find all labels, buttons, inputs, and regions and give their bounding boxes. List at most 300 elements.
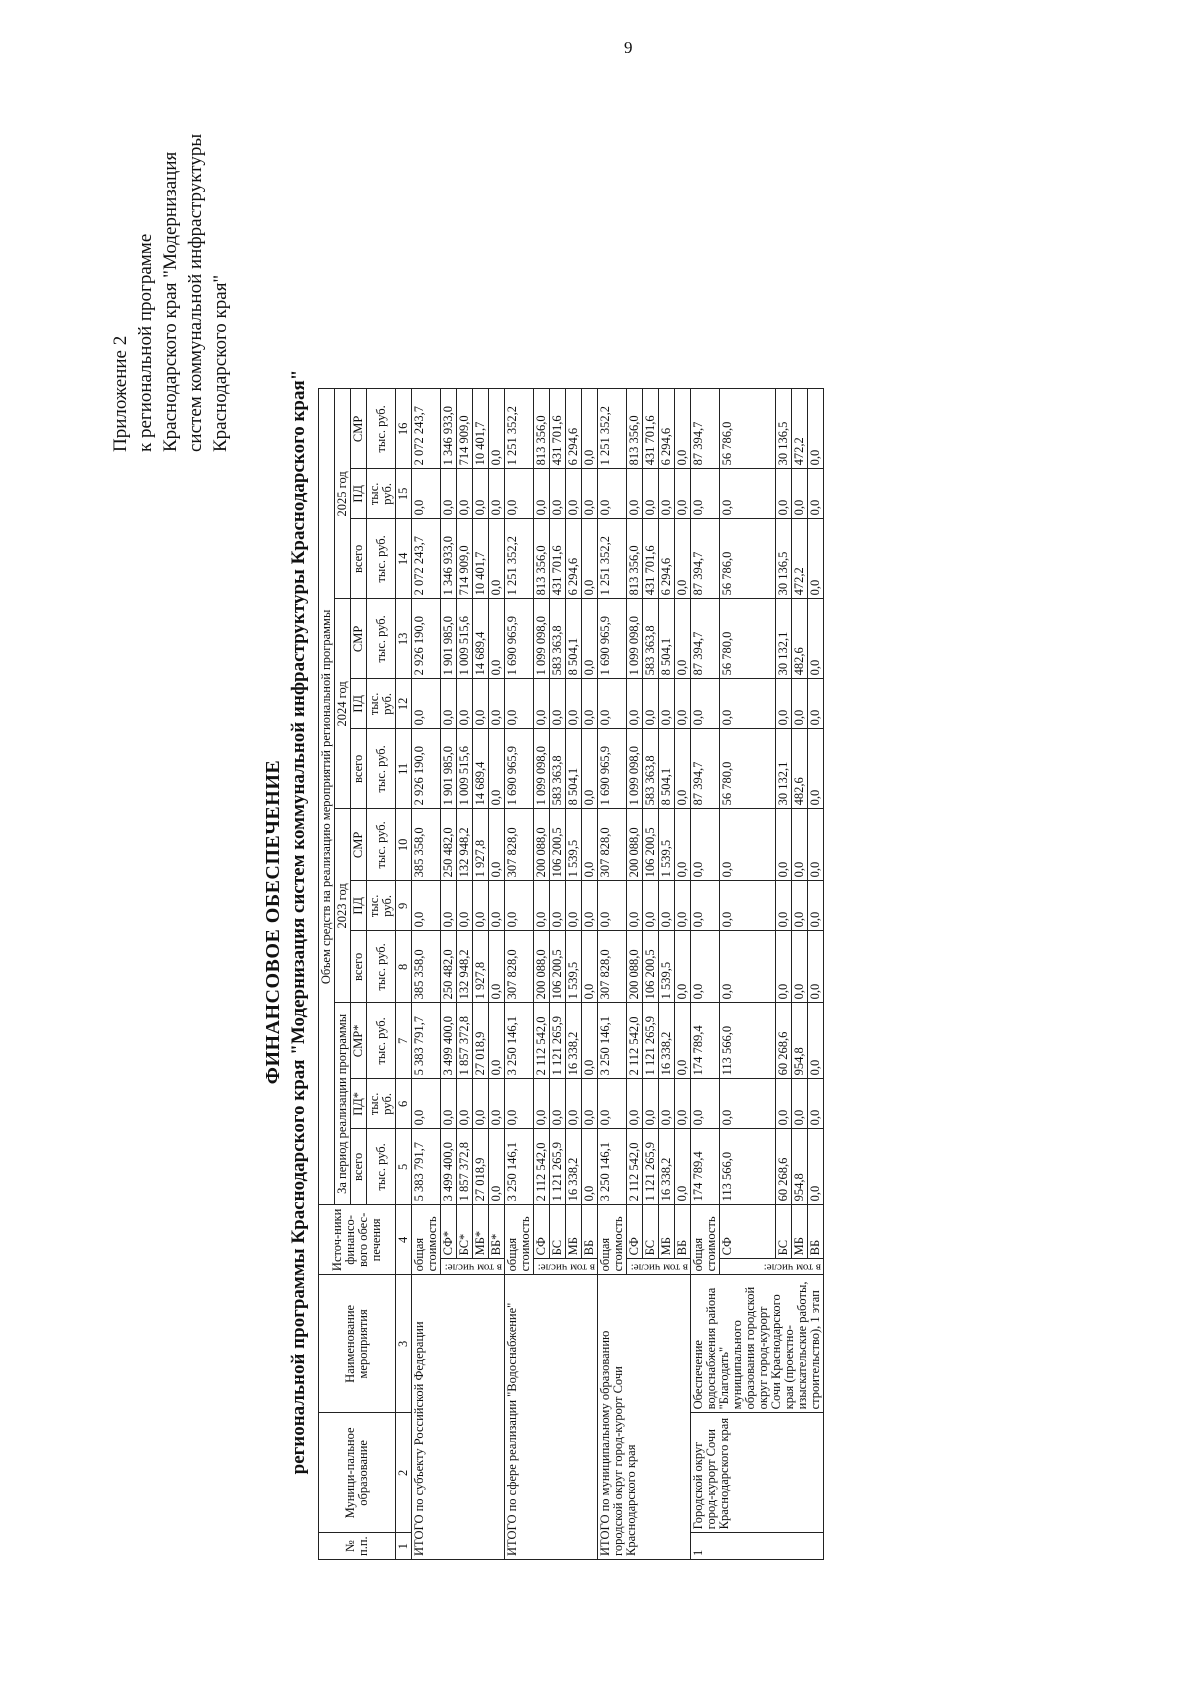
value-cell: 2 926 190,0 bbox=[412, 599, 441, 679]
value-cell: 0,0 bbox=[489, 469, 505, 519]
value-cell: 3 499 400,0 bbox=[441, 1129, 457, 1205]
value-cell: 6 294,6 bbox=[659, 519, 675, 599]
value-cell: 0,0 bbox=[550, 679, 566, 729]
header-year-2024: 2024 год bbox=[335, 599, 351, 809]
incl-label: в том числе: bbox=[720, 1259, 824, 1275]
value-cell: 8 504,1 bbox=[659, 729, 675, 809]
value-cell: 0,0 bbox=[691, 931, 720, 1003]
source-cell: СФ bbox=[534, 1205, 550, 1259]
value-cell: 0,0 bbox=[808, 1079, 824, 1129]
source-cell: МБ bbox=[566, 1205, 582, 1259]
header-source: Источ-ники финансо-вого обес-печения bbox=[319, 1205, 396, 1275]
source-cell: БС* bbox=[457, 1205, 473, 1259]
value-cell: 132 948,2 bbox=[457, 931, 473, 1003]
value-cell: 16 338,2 bbox=[659, 1003, 675, 1079]
value-cell: 0,0 bbox=[412, 1079, 441, 1129]
value-cell: 8 504,1 bbox=[566, 729, 582, 809]
col-number: 1 bbox=[396, 1533, 412, 1560]
value-cell: 1 346 933,0 bbox=[441, 389, 457, 469]
value-cell: 0,0 bbox=[659, 679, 675, 729]
value-cell: 1 927,8 bbox=[473, 809, 489, 881]
value-cell: 5 383 791,7 bbox=[412, 1129, 441, 1205]
source-cell: МБ* bbox=[473, 1205, 489, 1259]
value-cell: 1 121 265,9 bbox=[643, 1129, 659, 1205]
value-cell: 0,0 bbox=[441, 469, 457, 519]
document-title: ФИНАНСОВОЕ ОБЕСПЕЧЕНИЕ bbox=[262, 759, 284, 1085]
value-cell: 0,0 bbox=[473, 679, 489, 729]
source-cell: СФ* bbox=[441, 1205, 457, 1259]
value-cell: 0,0 bbox=[457, 679, 473, 729]
header-unit: тыс. руб. bbox=[367, 1003, 396, 1079]
value-cell: 200 088,0 bbox=[534, 809, 550, 881]
value-cell: 0,0 bbox=[808, 809, 824, 881]
header-subcol: СМР bbox=[351, 389, 367, 469]
value-cell: 714 909,0 bbox=[457, 389, 473, 469]
value-cell: 0,0 bbox=[534, 469, 550, 519]
value-cell: 0,0 bbox=[457, 469, 473, 519]
incl-label: в том числе: bbox=[534, 1259, 598, 1275]
source-cell: СФ bbox=[720, 1205, 776, 1259]
value-cell: 0,0 bbox=[582, 729, 598, 809]
value-cell: 0,0 bbox=[566, 881, 582, 931]
value-cell: 0,0 bbox=[627, 1079, 643, 1129]
value-cell: 813 356,0 bbox=[534, 519, 550, 599]
incl-label: в том числе: bbox=[441, 1259, 505, 1275]
value-cell: 0,0 bbox=[675, 599, 691, 679]
value-cell: 0,0 bbox=[582, 1079, 598, 1129]
value-cell: 0,0 bbox=[792, 809, 808, 881]
value-cell: 0,0 bbox=[489, 729, 505, 809]
table-body bbox=[412, 389, 824, 1560]
header-unit: тыс. руб. bbox=[367, 389, 396, 469]
value-cell: 0,0 bbox=[489, 1079, 505, 1129]
source-cell: общая стоимость bbox=[505, 1205, 534, 1275]
value-cell: 3 250 146,1 bbox=[598, 1003, 627, 1079]
value-cell: 0,0 bbox=[582, 519, 598, 599]
value-cell: 431 701,6 bbox=[643, 519, 659, 599]
col-number: 15 bbox=[396, 469, 412, 519]
value-cell: 6 294,6 bbox=[659, 389, 675, 469]
value-cell: 1 901 985,0 bbox=[441, 599, 457, 679]
appendix-line: Краснодарского края "Модернизация bbox=[160, 151, 181, 452]
header-unit: тыс. руб. bbox=[367, 679, 396, 729]
table-header bbox=[319, 389, 412, 1560]
value-cell: 431 701,6 bbox=[550, 519, 566, 599]
header-year-2023: 2023 год bbox=[335, 809, 351, 1003]
value-cell: 0,0 bbox=[808, 469, 824, 519]
value-cell: 0,0 bbox=[691, 469, 720, 519]
page-number: 9 bbox=[624, 38, 633, 57]
value-cell: 714 909,0 bbox=[457, 519, 473, 599]
header-unit: тыс. руб. bbox=[367, 729, 396, 809]
header-subcol: всего bbox=[351, 729, 367, 809]
value-cell: 0,0 bbox=[675, 469, 691, 519]
incl-label: в том числе: bbox=[627, 1259, 691, 1275]
value-cell: 0,0 bbox=[473, 881, 489, 931]
value-cell: 0,0 bbox=[808, 389, 824, 469]
col-number: 7 bbox=[396, 1003, 412, 1079]
value-cell: 0,0 bbox=[776, 469, 792, 519]
value-cell: 0,0 bbox=[659, 881, 675, 931]
value-cell: 1 857 372,8 bbox=[457, 1129, 473, 1205]
item-event: Обеспечение водоснабжения района "Благодать" муниципального образования городской округ город-курорт Сочи Краснодарского края (проектно-изыскательские работы, строительство), 1 этап bbox=[691, 1275, 824, 1413]
value-cell: 0,0 bbox=[505, 469, 534, 519]
col-number: 4 bbox=[396, 1205, 412, 1275]
value-cell: 0,0 bbox=[720, 469, 776, 519]
table-row bbox=[412, 389, 441, 1560]
value-cell: 0,0 bbox=[582, 931, 598, 1003]
source-cell: ВБ bbox=[808, 1205, 824, 1259]
value-cell: 0,0 bbox=[489, 881, 505, 931]
value-cell: 2 072 243,7 bbox=[412, 519, 441, 599]
value-cell: 30 132,1 bbox=[776, 729, 792, 809]
value-cell: 385 358,0 bbox=[412, 931, 441, 1003]
value-cell: 87 394,7 bbox=[691, 599, 720, 679]
value-cell: 0,0 bbox=[457, 881, 473, 931]
financing-table bbox=[318, 388, 824, 1560]
value-cell: 0,0 bbox=[489, 1129, 505, 1205]
source-cell: ВБ bbox=[675, 1205, 691, 1259]
value-cell: 0,0 bbox=[720, 809, 776, 881]
value-cell: 0,0 bbox=[675, 729, 691, 809]
value-cell: 0,0 bbox=[473, 469, 489, 519]
value-cell: 1 251 352,2 bbox=[505, 519, 534, 599]
value-cell: 0,0 bbox=[675, 931, 691, 1003]
value-cell: 0,0 bbox=[659, 469, 675, 519]
value-cell: 0,0 bbox=[808, 1129, 824, 1205]
value-cell: 2 112 542,0 bbox=[534, 1003, 550, 1079]
value-cell: 307 828,0 bbox=[505, 809, 534, 881]
source-cell: общая стоимость bbox=[598, 1205, 627, 1275]
value-cell: 472,2 bbox=[792, 519, 808, 599]
value-cell: 0,0 bbox=[691, 881, 720, 931]
appendix-line: к региональной программе bbox=[135, 233, 156, 452]
table-row bbox=[598, 389, 627, 1560]
value-cell: 87 394,7 bbox=[691, 519, 720, 599]
header-unit: тыс. руб. bbox=[367, 1129, 396, 1205]
source-cell: ВБ* bbox=[489, 1205, 505, 1259]
value-cell: 30 136,5 bbox=[776, 389, 792, 469]
value-cell: 0,0 bbox=[675, 809, 691, 881]
value-cell: 1 539,5 bbox=[659, 809, 675, 881]
value-cell: 250 482,0 bbox=[441, 809, 457, 881]
value-cell: 0,0 bbox=[534, 1079, 550, 1129]
block-label: ИТОГО по субъекту Российской Федерации bbox=[412, 1275, 505, 1560]
value-cell: 1 539,5 bbox=[659, 931, 675, 1003]
value-cell: 0,0 bbox=[566, 1079, 582, 1129]
col-number: 5 bbox=[396, 1129, 412, 1205]
value-cell: 0,0 bbox=[776, 809, 792, 881]
value-cell: 0,0 bbox=[412, 469, 441, 519]
block-label: ИТОГО по сфере реализации "Водоснабжение" bbox=[505, 1275, 598, 1560]
value-cell: 14 689,4 bbox=[473, 729, 489, 809]
value-cell: 583 363,8 bbox=[550, 599, 566, 679]
value-cell: 56 786,0 bbox=[720, 389, 776, 469]
value-cell: 0,0 bbox=[489, 931, 505, 1003]
value-cell: 0,0 bbox=[643, 1079, 659, 1129]
value-cell: 0,0 bbox=[582, 469, 598, 519]
value-cell: 0,0 bbox=[627, 679, 643, 729]
value-cell: 0,0 bbox=[643, 679, 659, 729]
value-cell: 0,0 bbox=[582, 679, 598, 729]
value-cell: 174 789,4 bbox=[691, 1003, 720, 1079]
value-cell: 132 948,2 bbox=[457, 809, 473, 881]
value-cell: 1 099 098,0 bbox=[627, 599, 643, 679]
value-cell: 0,0 bbox=[582, 1003, 598, 1079]
col-number: 10 bbox=[396, 809, 412, 881]
value-cell: 1 690 965,9 bbox=[505, 729, 534, 809]
value-cell: 0,0 bbox=[582, 881, 598, 931]
value-cell: 0,0 bbox=[720, 679, 776, 729]
header-num: № п.п. bbox=[319, 1533, 396, 1560]
col-number: 16 bbox=[396, 389, 412, 469]
header-subcol: ПД* bbox=[351, 1079, 367, 1129]
col-number: 14 bbox=[396, 519, 412, 599]
value-cell: 0,0 bbox=[412, 679, 441, 729]
value-cell: 0,0 bbox=[776, 881, 792, 931]
value-cell: 0,0 bbox=[659, 1079, 675, 1129]
header-unit: тыс. руб. bbox=[367, 931, 396, 1003]
value-cell: 0,0 bbox=[489, 519, 505, 599]
value-cell: 1 539,5 bbox=[566, 931, 582, 1003]
value-cell: 583 363,8 bbox=[643, 729, 659, 809]
value-cell: 1 690 965,9 bbox=[598, 599, 627, 679]
col-number: 6 bbox=[396, 1079, 412, 1129]
value-cell: 1 539,5 bbox=[566, 809, 582, 881]
value-cell: 0,0 bbox=[776, 679, 792, 729]
value-cell: 1 251 352,2 bbox=[598, 389, 627, 469]
source-cell: МБ bbox=[659, 1205, 675, 1259]
value-cell: 10 401,7 bbox=[473, 389, 489, 469]
header-event: Наименование мероприятия bbox=[319, 1275, 396, 1413]
value-cell: 3 250 146,1 bbox=[505, 1129, 534, 1205]
value-cell: 1 099 098,0 bbox=[627, 729, 643, 809]
value-cell: 0,0 bbox=[550, 469, 566, 519]
value-cell: 1 099 098,0 bbox=[534, 599, 550, 679]
value-cell: 16 338,2 bbox=[659, 1129, 675, 1205]
value-cell: 2 112 542,0 bbox=[627, 1003, 643, 1079]
value-cell: 482,6 bbox=[792, 729, 808, 809]
value-cell: 0,0 bbox=[582, 599, 598, 679]
value-cell: 60 268,6 bbox=[776, 1129, 792, 1205]
col-number: 13 bbox=[396, 599, 412, 679]
value-cell: 0,0 bbox=[489, 389, 505, 469]
source-cell: общая стоимость bbox=[691, 1205, 720, 1275]
value-cell: 16 338,2 bbox=[566, 1129, 582, 1205]
value-cell: 0,0 bbox=[792, 1079, 808, 1129]
value-cell: 0,0 bbox=[643, 469, 659, 519]
value-cell: 87 394,7 bbox=[691, 729, 720, 809]
value-cell: 1 901 985,0 bbox=[441, 729, 457, 809]
source-cell: БС bbox=[776, 1205, 792, 1259]
value-cell: 106 200,5 bbox=[550, 809, 566, 881]
value-cell: 0,0 bbox=[627, 469, 643, 519]
source-cell: ВБ bbox=[582, 1205, 598, 1259]
source-cell: СФ bbox=[627, 1205, 643, 1259]
value-cell: 0,0 bbox=[808, 679, 824, 729]
header-subcol: ПД bbox=[351, 679, 367, 729]
value-cell: 0,0 bbox=[598, 469, 627, 519]
value-cell: 0,0 bbox=[675, 881, 691, 931]
header-municipality: Муници-пальное образование bbox=[319, 1413, 396, 1533]
value-cell: 14 689,4 bbox=[473, 599, 489, 679]
value-cell: 0,0 bbox=[441, 679, 457, 729]
block-label: ИТОГО по муниципальному образованию городской округ город-курорт Сочи Краснодарского края bbox=[598, 1275, 691, 1560]
value-cell: 200 088,0 bbox=[534, 931, 550, 1003]
header-year-2025: 2025 год bbox=[335, 389, 351, 599]
value-cell: 813 356,0 bbox=[534, 389, 550, 469]
value-cell: 113 566,0 bbox=[720, 1003, 776, 1079]
item-number: 1 bbox=[691, 1533, 824, 1560]
value-cell: 113 566,0 bbox=[720, 1129, 776, 1205]
source-cell: общая стоимость bbox=[412, 1205, 441, 1275]
value-cell: 1 099 098,0 bbox=[534, 729, 550, 809]
value-cell: 56 780,0 bbox=[720, 599, 776, 679]
header-subcol: всего bbox=[351, 931, 367, 1003]
value-cell: 56 780,0 bbox=[720, 729, 776, 809]
value-cell: 27 018,9 bbox=[473, 1129, 489, 1205]
value-cell: 0,0 bbox=[720, 931, 776, 1003]
col-number: 9 bbox=[396, 881, 412, 931]
value-cell: 5 383 791,7 bbox=[412, 1003, 441, 1079]
value-cell: 0,0 bbox=[808, 881, 824, 931]
header-unit: тыс. руб. bbox=[367, 469, 396, 519]
value-cell: 16 338,2 bbox=[566, 1003, 582, 1079]
value-cell: 0,0 bbox=[489, 679, 505, 729]
value-cell: 1 121 265,9 bbox=[550, 1129, 566, 1205]
value-cell: 8 504,1 bbox=[566, 599, 582, 679]
value-cell: 0,0 bbox=[505, 679, 534, 729]
header-subcol: СМР bbox=[351, 599, 367, 679]
value-cell: 0,0 bbox=[457, 1079, 473, 1129]
value-cell: 0,0 bbox=[776, 1079, 792, 1129]
value-cell: 30 136,5 bbox=[776, 519, 792, 599]
value-cell: 431 701,6 bbox=[643, 389, 659, 469]
value-cell: 0,0 bbox=[808, 599, 824, 679]
value-cell: 0,0 bbox=[675, 679, 691, 729]
value-cell: 0,0 bbox=[566, 469, 582, 519]
value-cell: 0,0 bbox=[412, 881, 441, 931]
value-cell: 0,0 bbox=[792, 931, 808, 1003]
value-cell: 2 112 542,0 bbox=[534, 1129, 550, 1205]
value-cell: 482,6 bbox=[792, 599, 808, 679]
value-cell: 1 690 965,9 bbox=[598, 729, 627, 809]
value-cell: 8 504,1 bbox=[659, 599, 675, 679]
value-cell: 0,0 bbox=[691, 1079, 720, 1129]
value-cell: 0,0 bbox=[675, 519, 691, 599]
value-cell: 385 358,0 bbox=[412, 809, 441, 881]
value-cell: 0,0 bbox=[441, 881, 457, 931]
col-number: 3 bbox=[396, 1275, 412, 1413]
value-cell: 106 200,5 bbox=[643, 931, 659, 1003]
value-cell: 0,0 bbox=[473, 1079, 489, 1129]
table-row bbox=[505, 389, 534, 1560]
value-cell: 6 294,6 bbox=[566, 389, 582, 469]
value-cell: 27 018,9 bbox=[473, 1003, 489, 1079]
value-cell: 0,0 bbox=[720, 881, 776, 931]
value-cell: 0,0 bbox=[550, 1079, 566, 1129]
value-cell: 431 701,6 bbox=[550, 389, 566, 469]
header-subcol: всего bbox=[351, 1129, 367, 1205]
value-cell: 1 009 515,6 bbox=[457, 599, 473, 679]
value-cell: 0,0 bbox=[489, 809, 505, 881]
value-cell: 1 251 352,2 bbox=[505, 389, 534, 469]
value-cell: 813 356,0 bbox=[627, 389, 643, 469]
value-cell: 1 251 352,2 bbox=[598, 519, 627, 599]
value-cell: 954,8 bbox=[792, 1129, 808, 1205]
value-cell: 0,0 bbox=[691, 679, 720, 729]
value-cell: 0,0 bbox=[792, 881, 808, 931]
value-cell: 106 200,5 bbox=[643, 809, 659, 881]
value-cell: 0,0 bbox=[598, 1079, 627, 1129]
value-cell: 2 072 243,7 bbox=[412, 389, 441, 469]
value-cell: 3 250 146,1 bbox=[505, 1003, 534, 1079]
header-unit: тыс. руб. bbox=[367, 1079, 396, 1129]
value-cell: 6 294,6 bbox=[566, 519, 582, 599]
col-number: 8 bbox=[396, 931, 412, 1003]
header-unit: тыс. руб. bbox=[367, 881, 396, 931]
value-cell: 200 088,0 bbox=[627, 931, 643, 1003]
value-cell: 250 482,0 bbox=[441, 931, 457, 1003]
value-cell: 0,0 bbox=[505, 1079, 534, 1129]
header-subcol: СМР* bbox=[351, 1003, 367, 1079]
value-cell: 0,0 bbox=[582, 389, 598, 469]
table-row bbox=[691, 389, 720, 1560]
value-cell: 0,0 bbox=[582, 809, 598, 881]
value-cell: 10 401,7 bbox=[473, 519, 489, 599]
value-cell: 3 250 146,1 bbox=[598, 1129, 627, 1205]
header-unit: тыс. руб. bbox=[367, 809, 396, 881]
value-cell: 0,0 bbox=[792, 679, 808, 729]
appendix-note bbox=[108, 32, 233, 452]
value-cell: 307 828,0 bbox=[505, 931, 534, 1003]
header-volume: Объем средств на реализацию мероприятий региональной программы bbox=[319, 389, 335, 1205]
value-cell: 2 112 542,0 bbox=[627, 1129, 643, 1205]
value-cell: 0,0 bbox=[627, 881, 643, 931]
source-cell: БС bbox=[550, 1205, 566, 1259]
value-cell: 0,0 bbox=[675, 1129, 691, 1205]
value-cell: 813 356,0 bbox=[627, 519, 643, 599]
value-cell: 0,0 bbox=[598, 679, 627, 729]
value-cell: 954,8 bbox=[792, 1003, 808, 1079]
col-number: 11 bbox=[396, 729, 412, 809]
value-cell: 583 363,8 bbox=[550, 729, 566, 809]
value-cell: 0,0 bbox=[582, 1129, 598, 1205]
col-number: 12 bbox=[396, 679, 412, 729]
value-cell: 0,0 bbox=[808, 931, 824, 1003]
value-cell: 0,0 bbox=[489, 1003, 505, 1079]
value-cell: 1 009 515,6 bbox=[457, 729, 473, 809]
value-cell: 0,0 bbox=[643, 881, 659, 931]
value-cell: 1 690 965,9 bbox=[505, 599, 534, 679]
header-subcol: СМР bbox=[351, 809, 367, 881]
value-cell: 56 786,0 bbox=[720, 519, 776, 599]
header-subcol: ПД bbox=[351, 881, 367, 931]
value-cell: 0,0 bbox=[808, 1003, 824, 1079]
value-cell: 174 789,4 bbox=[691, 1129, 720, 1205]
value-cell: 1 927,8 bbox=[473, 931, 489, 1003]
header-subcol: ПД bbox=[351, 469, 367, 519]
value-cell: 30 132,1 bbox=[776, 599, 792, 679]
value-cell: 60 268,6 bbox=[776, 1003, 792, 1079]
header-unit: тыс. руб. bbox=[367, 519, 396, 599]
source-cell: МБ bbox=[792, 1205, 808, 1259]
value-cell: 0,0 bbox=[792, 469, 808, 519]
value-cell: 0,0 bbox=[505, 881, 534, 931]
item-municipality: Городской округ город-курорт Сочи Краснодарского края bbox=[691, 1413, 824, 1533]
appendix-line: систем коммунальной инфраструктуры bbox=[185, 133, 206, 452]
appendix-line: Краснодарского края" bbox=[210, 274, 231, 452]
